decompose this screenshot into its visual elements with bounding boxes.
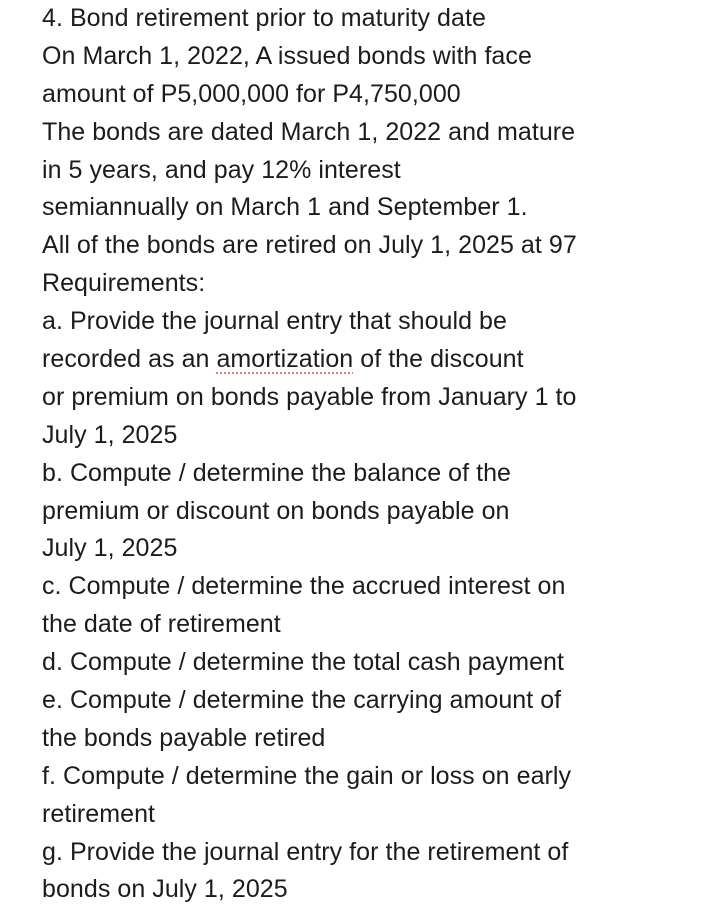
requirement-a-line-2-end: of the discount	[353, 345, 524, 374]
requirement-b-line-3: July 1, 2025	[42, 534, 178, 563]
requirement-c-line-1: c. Compute / determine the accrued interest on	[42, 572, 566, 601]
requirement-a-line-4: July 1, 2025	[42, 420, 178, 449]
problem-line-6: All of the bonds are retired on July 1, 2025 at 97	[42, 231, 577, 260]
spellcheck-underlined-word: amortization	[216, 345, 354, 374]
requirement-a-line-2	[42, 341, 712, 379]
requirement-a-line-2-start: recorded as an	[42, 345, 217, 374]
problem-line-5: semiannually on March 1 and September 1.	[42, 193, 528, 222]
problem-text	[42, 0, 712, 909]
problem-title: 4. Bond retirement prior to maturity date	[42, 4, 486, 32]
requirement-d-line-1: d. Compute / determine the total cash payment	[42, 648, 564, 677]
requirement-e-line-2: the bonds payable retired	[42, 723, 326, 752]
requirement-b-line-1: b. Compute / determine the balance of the	[42, 458, 512, 487]
requirement-c-line-2: the date of retirement	[42, 610, 281, 639]
requirement-f-line-2: retirement	[42, 799, 156, 828]
requirement-e-line-1: e. Compute / determine the carrying amount of	[42, 686, 562, 715]
requirement-a-line-1: a. Provide the journal entry that should be	[42, 307, 507, 336]
problem-line-2: amount of P5,000,000 for P4,750,000	[42, 79, 461, 108]
requirement-f-line-1: f. Compute / determine the gain or loss on early	[42, 761, 572, 790]
problem-line-4: in 5 years, and pay 12% interest	[42, 155, 401, 184]
problem-line-3: The bonds are dated March 1, 2022 and mature	[42, 117, 576, 146]
requirement-g-line-1: g. Provide the journal entry for the retirement of	[42, 837, 569, 866]
requirements-heading: Requirements:	[42, 269, 206, 298]
problem-line-1: On March 1, 2022, A issued bonds with face	[42, 41, 532, 70]
requirement-b-line-2: premium or discount on bonds payable on	[42, 496, 510, 525]
requirement-a-line-3: or premium on bonds payable from January 1 to	[42, 382, 577, 411]
requirement-g-line-2: bonds on July 1, 2025	[42, 875, 288, 904]
